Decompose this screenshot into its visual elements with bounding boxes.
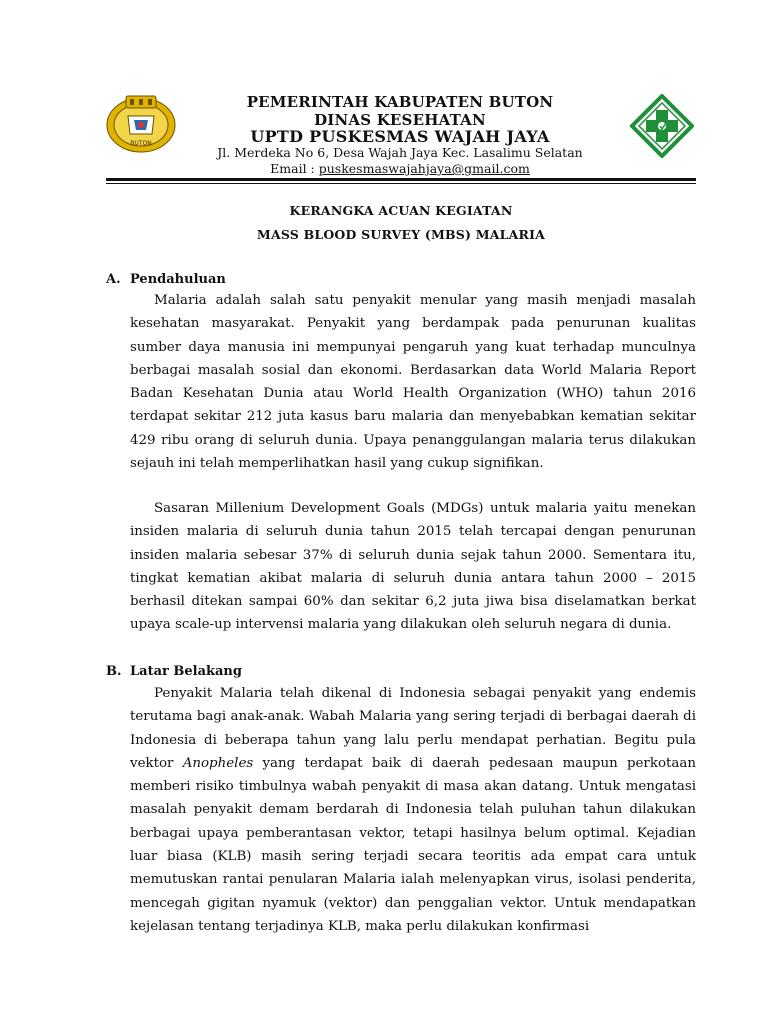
emblem-label: BUTON	[130, 140, 152, 147]
section-a-paragraph-2: Sasaran Millenium Development Goals (MDGs) untuk malaria yaitu menekan insiden malaria di seluruh dunia tahun 2015 telah tercapai dengan penurunan insiden malaria sebesar 37% di seluruh dunia sejak tahun 2000. Sementara itu, tingkat kematian akibat malaria di seluruh dunia antara tahun 2000 – 2015 berhasil ditekan sampai 60% dan sekitar 6,2 juta jiwa bisa diselamatkan berkat upaya scale-up intervensi malaria yang dilakukan oleh seluruh negara di dunia.	[130, 501, 696, 633]
puskesmas-svg	[630, 94, 694, 158]
document-subtitle: MASS BLOOD SURVEY (MBS) MALARIA	[256, 227, 546, 242]
emblem-svg	[106, 94, 176, 154]
document-title: KERANGKA ACUAN KEGIATAN	[289, 203, 513, 218]
kabupaten-buton-emblem-icon	[106, 94, 176, 154]
letterhead-rule-thick	[106, 178, 696, 181]
section-a-paragraph-1: Malaria adalah salah satu penyakit menular yang masih menjadi masalah kesehatan masyarakat. Penyakit yang berdampak pada penurunan kualitas sumber daya manusia ini mempunyai pengaruh yang kuat terhadap munculnya berbagai masalah sosial dan ekonomi. Berdasarkan data World Malaria Report Badan Kesehatan Dunia atau World Health Organization (WHO) tahun 2016 terdapat sekitar 212 juta kasus baru malaria dan menyebabkan kematian sekitar 429 ribu orang di seluruh dunia. Upaya penanggulangan malaria terus dilakukan sejauh ini telah memperlihatkan hasil yang cukup signifikan.	[130, 293, 696, 472]
section-b-text-start: Penyakit Malaria telah dikenal di Indonesia sebagai penyakit yang endemis terutama bagi anak-anak. Wabah Malaria yang sering terjadi di berbagai daerah di Indonesia di beberapa tahun yang lalu perlu mendapat perhatian. Begitu pula vektor	[130, 686, 696, 771]
section-b-italic-term: Anopheles	[182, 755, 254, 771]
puskesmas-logo-icon	[630, 94, 694, 158]
section-b-letter: B.	[106, 664, 122, 679]
email-label: Email :	[270, 161, 319, 176]
letterhead	[0, 0, 768, 190]
section-a-letter: A.	[106, 272, 121, 287]
section-b-paragraph-1	[130, 682, 696, 938]
section-a-title: Pendahuluan	[130, 272, 226, 287]
institution-name: UPTD PUSKESMAS WAJAH JAYA	[250, 127, 550, 146]
government-name: PEMERINTAH KABUPATEN BUTON	[246, 93, 554, 111]
section-b-heading	[106, 664, 242, 679]
department-name: DINAS KESEHATAN	[314, 111, 486, 129]
section-a-heading	[106, 272, 226, 287]
section-b-title: Latar Belakang	[130, 664, 242, 679]
section-b-text-end: yang terdapat baik di daerah pedesaan maupun perkotaan memberi risiko timbulnya wabah penyakit di masa akan datang. Untuk mengatasi masalah penyakit demam berdarah di Indonesia telah puluhan tahun dilakukan berbagai upaya pemberantasan vektor, tetapi hasilnya belum optimal. Kejadian luar biasa (KLB) masih sering terjadi secara teoritis ada empat cara untuk memutuskan rantai penularan Malaria ialah melenyapkan virus, isolasi penderita, mencegah gigitan nyamuk (vektor) dan penggalian vektor. Untuk mendapatkan kejelasan tentang terjadinya KLB, maka perlu dilakukan konfirmasi	[130, 755, 696, 934]
email-link[interactable]: puskesmaswajahjaya@gmail.com	[318, 161, 530, 176]
institution-address: Jl. Merdeka No 6, Desa Wajah Jaya Kec. Lasalimu Selatan	[217, 145, 583, 160]
institution-email-line	[180, 161, 620, 176]
letterhead-rule-thin	[106, 183, 696, 184]
